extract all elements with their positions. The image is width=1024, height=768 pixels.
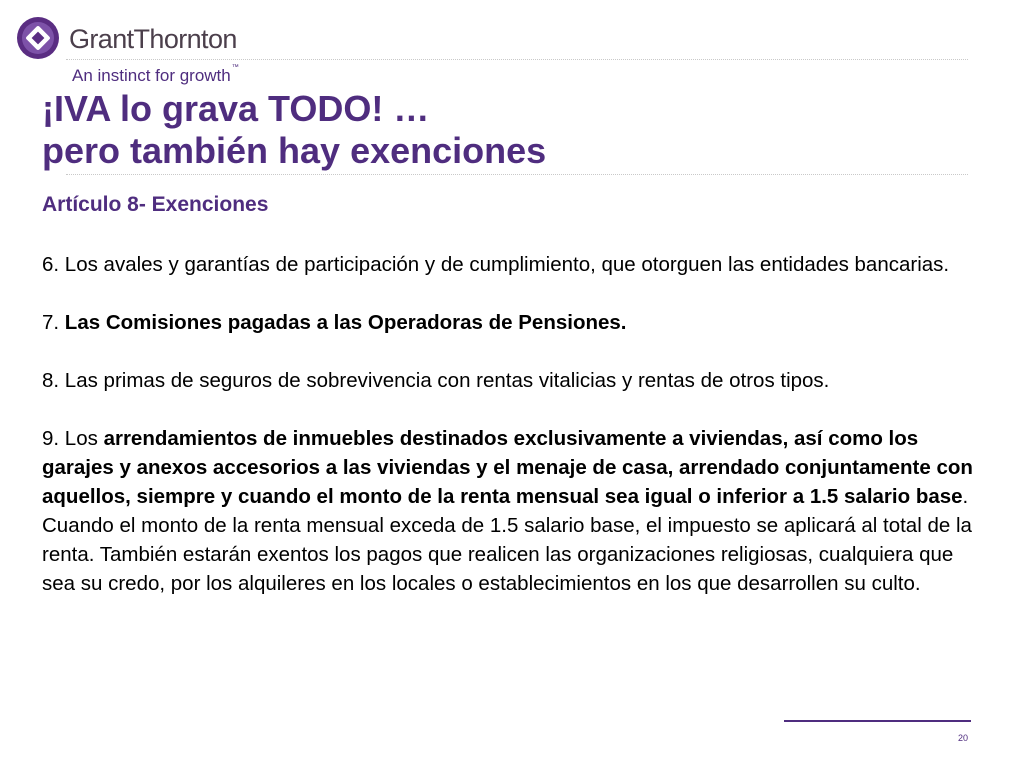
brand-tagline [72, 66, 239, 86]
item-number: 6. [42, 253, 60, 276]
item-tail-text: . Cuando el monto de la renta mensual exceda de 1.5 salario base, el impuesto se aplicará al total de la renta. También estarán exentos los pagos que realicen las organizaciones religiosas, cualquiera que sea su credo, por los alquileres en los locales o establecimientos en los que desarrollen su culto. [42, 485, 972, 595]
title-line-1: ¡IVA lo grava TODO! … [42, 88, 430, 129]
slide-title [42, 88, 546, 172]
brand-name: GrantThornton [69, 24, 237, 54]
slide-subtitle: Artículo 8- Exenciones [42, 193, 269, 216]
exemptions-list [42, 250, 992, 598]
exemption-item-8 [42, 366, 992, 395]
item-text: Las primas de seguros de sobrevivencia con rentas vitalicias y rentas de otros tipos. [59, 369, 830, 392]
page-number: 20 [958, 733, 969, 743]
exemption-item-6 [42, 250, 992, 279]
title-divider [66, 174, 968, 175]
footer-divider [784, 720, 971, 722]
trademark-mark: ™ [231, 64, 239, 71]
item-number: 7. [42, 311, 60, 334]
tagline-text: An instinct for growth [72, 66, 231, 85]
item-number: 8. [42, 369, 60, 392]
grant-thornton-logo-icon [16, 16, 60, 60]
item-number: 9. [42, 427, 60, 450]
item-text: Los avales y garantías de participación y de cumplimiento, que otorguen las entidades bancarias. [59, 253, 950, 276]
item-lead-text: Los [59, 427, 104, 450]
item-bold-text: Las Comisiones pagadas a las Operadoras de Pensiones. [59, 311, 627, 334]
title-line-2: pero también hay exenciones [42, 130, 547, 171]
exemption-item-9 [42, 424, 992, 598]
header-divider [66, 59, 968, 60]
item-bold-text: arrendamientos de inmuebles destinados exclusivamente a viviendas, así como los garajes y anexos accesorios a las viviendas y el menaje de casa, arrendado conjuntamente con aquellos, siempre y cuando el monto de la renta mensual sea igual o inferior a 1.5 salario base [42, 427, 973, 508]
exemption-item-7 [42, 308, 992, 337]
